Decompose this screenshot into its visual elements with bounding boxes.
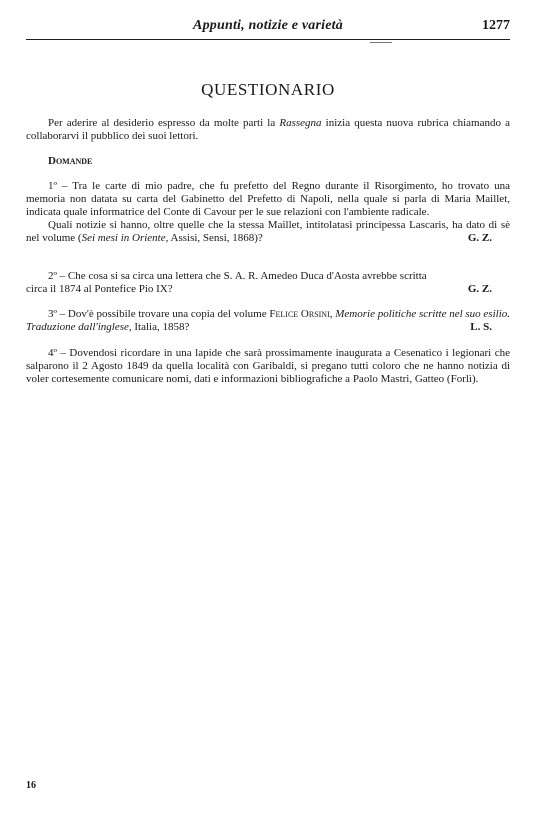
question-signature: G. Z. <box>467 283 492 295</box>
running-title: Appunti, notizie e varietà <box>193 18 343 33</box>
header-mark <box>370 42 392 43</box>
book-title: Memorie politiche scritte nel suo esilio. Traduzione dall'inglese <box>26 308 511 333</box>
question-number: 1º – <box>48 180 68 192</box>
question-signature: L. S. <box>470 321 492 333</box>
question-signature: G. Z. <box>467 232 492 244</box>
intro-journal-name: Rassegna <box>279 117 322 129</box>
question-3 <box>26 308 510 334</box>
book-title: Sei mesi in Oriente <box>81 232 166 244</box>
intro-paragraph <box>26 117 510 143</box>
separator: , <box>329 308 333 320</box>
intro-after: inizia questa nuova rubrica chiamando a collaborarvi il pubblico dei suoi lettori. <box>26 117 510 142</box>
running-head <box>26 16 510 38</box>
question-text: Che cosa si sa circa una lettera che S. A. R. Amedeo Duca d'Aosta avrebbe scritta <box>67 270 427 282</box>
question-number: 2º – <box>48 270 66 282</box>
question-text: Dovendosi ricordare in una lapide che sarà prossimamente inaugurata a Cesenatico i legionari che salparono il 2 Agosto 1849 da quella località con Garibaldi, si pregano tutti coloro che ne hanno notizia di voler cortesemente comunicare nomi, dati e informazioni bibliografiche a Paolo Mastri, Gatteo (Forlì). <box>26 347 510 385</box>
question-text: , Assisi, Sensi, 1868)? <box>165 232 263 244</box>
question-text: , Italia, 1858? <box>128 321 190 333</box>
question-number: 4º – <box>48 347 66 359</box>
question-2 <box>26 270 510 296</box>
question-text: Dov'è possibile trovare una copia del volume <box>67 308 270 320</box>
question-text: Quali notizie si hanno, oltre quelle che la stessa Maillet, intitolatasi principessa Lascaris, ha dato di sè nel volume ( <box>26 219 510 244</box>
question-4 <box>26 347 510 386</box>
question-text: Tra le carte di mio padre, che fu prefetto del Regno durante il Risorgimento, ho trovato una memoria non datata su carta del Gabinetto del Prefetto di Napoli, nella quale si parla di Maria Maillet, indicata quale informatrice del Conte di Cavour per le sue relazioni con l'ambiente radicale. <box>26 180 510 218</box>
question-text: circa il 1874 al Pontefice Pio IX? <box>26 283 173 295</box>
question-number: 3º – <box>48 308 66 320</box>
domande-label: Domande <box>48 155 93 167</box>
page-number: 1277 <box>482 18 510 33</box>
header-rule <box>26 39 510 40</box>
printer-signature-mark: 16 <box>26 780 36 791</box>
intro-before: Per aderire al desiderio espresso da molte parti la <box>48 117 280 129</box>
author-name: Felice Orsini <box>269 308 330 320</box>
question-1 <box>26 180 510 245</box>
section-title: QUESTIONARIO <box>201 80 335 99</box>
